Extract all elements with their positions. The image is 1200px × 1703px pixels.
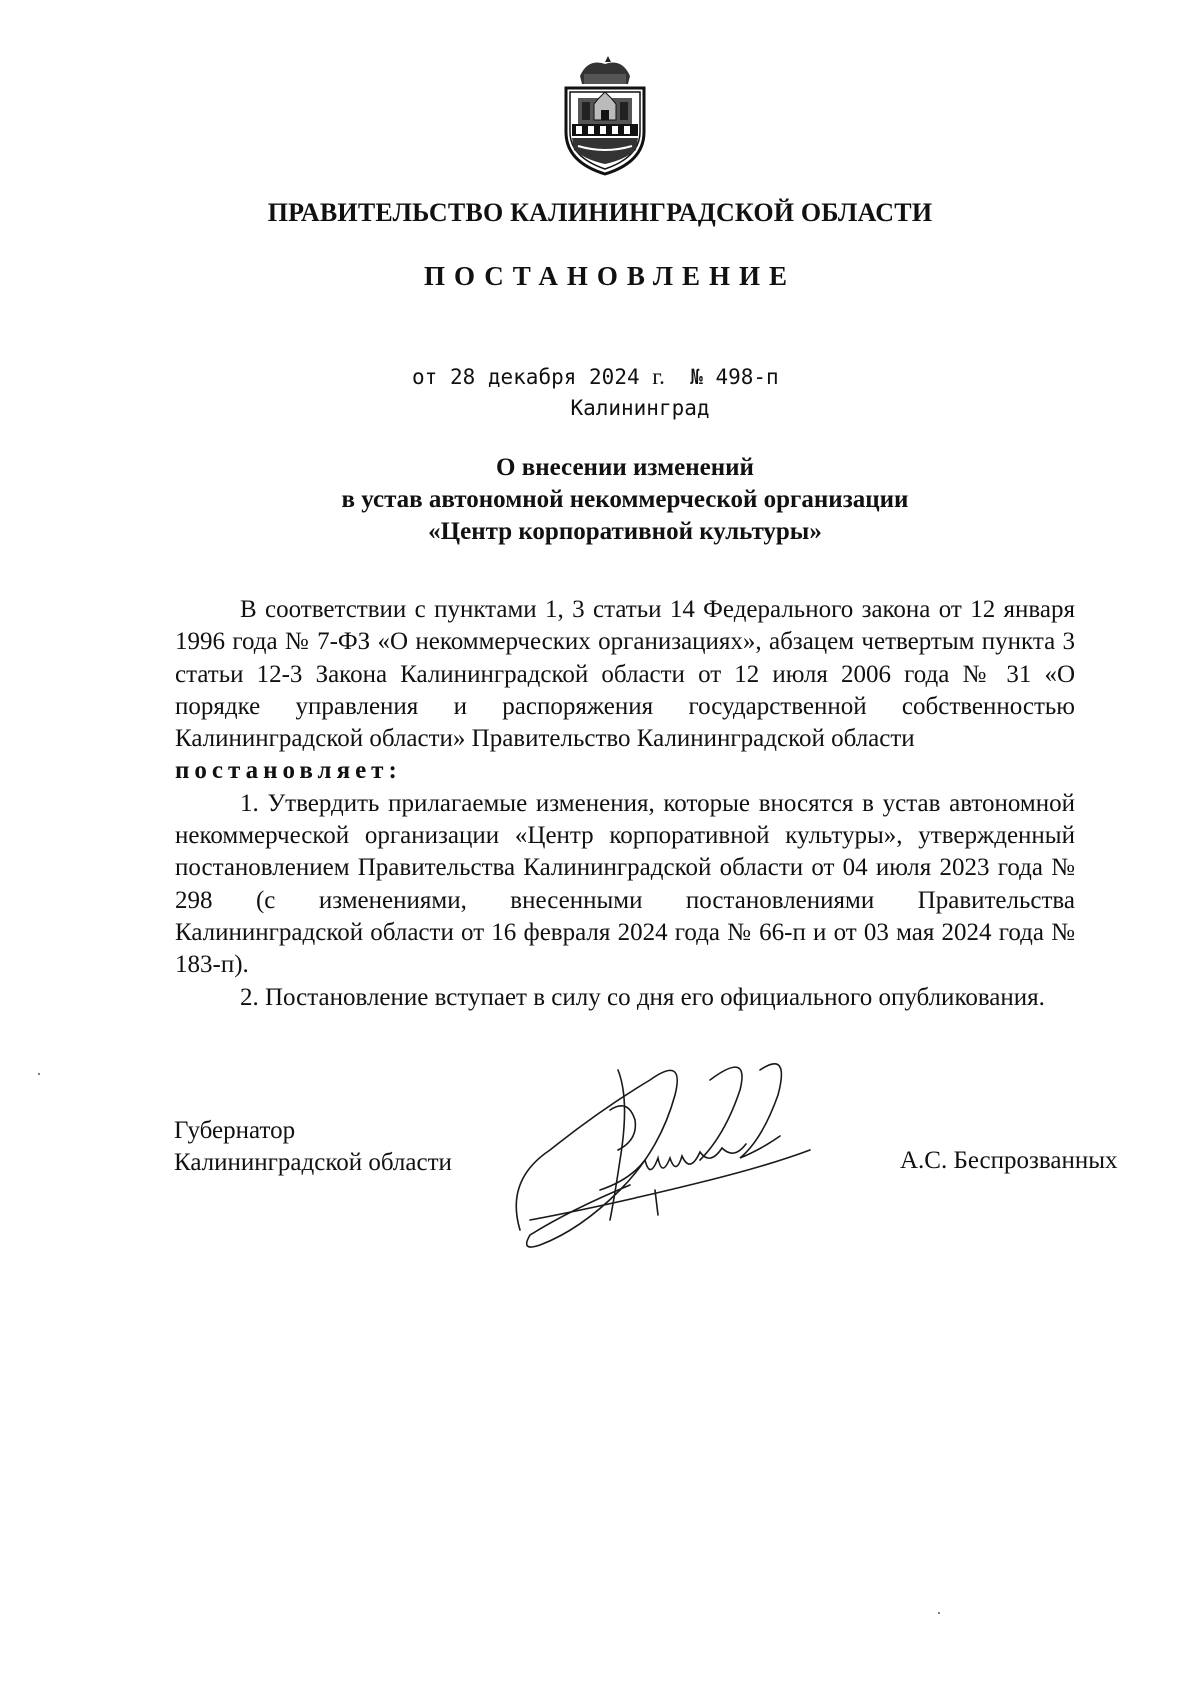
coat-of-arms-emblem bbox=[558, 54, 652, 176]
signatory-title bbox=[174, 1115, 452, 1179]
item-paragraph-2: 2. Постановление вступает в силу со дня его официального опубликования. bbox=[240, 983, 1045, 1011]
signatory-name: А.С. Беспрозванных bbox=[900, 1147, 1118, 1174]
document-date-line bbox=[412, 364, 892, 390]
signatory-title-line: Губернатор bbox=[174, 1117, 296, 1144]
document-city: Калининград bbox=[570, 396, 710, 420]
subject-line: «Центр корпоративной культуры» bbox=[428, 518, 822, 545]
scan-speck bbox=[938, 1612, 940, 1614]
decree-word-paragraph bbox=[175, 755, 1075, 787]
scan-speck bbox=[38, 1073, 40, 1075]
subject-line: в устав автономной некоммерческой организации bbox=[341, 486, 909, 513]
document-subject bbox=[0, 452, 1200, 548]
subject-line: О внесении изменений bbox=[496, 454, 754, 481]
document-date: 28 декабря 2024 bbox=[449, 365, 640, 389]
date-prefix: от bbox=[412, 365, 438, 389]
signatory-title-line: Калининградской области bbox=[174, 1149, 452, 1176]
document-type: ПОСТАНОВЛЕНИЕ bbox=[423, 261, 797, 291]
decree-word: постановляет: bbox=[175, 757, 402, 785]
document-number: № 498-п bbox=[690, 365, 779, 389]
year-suffix: г. bbox=[652, 364, 665, 389]
preamble-paragraph: В соответствии с пунктами 1, 3 статьи 14 Федерального закона от 12 января 1996 года № 7-ФЗ «О некоммерческих организациях», абзацем четвертым пункта 3 статьи 12-3 Закона Калининградской области от 12 июля 2006 года № 31 «О порядке управления и распоряжения государственной собственностью Калининградской области» Правительство Калининградской области bbox=[175, 596, 1075, 753]
item-paragraph-1: 1. Утвердить прилагаемые изменения, которые вносятся в устав автономной некоммерческой организации «Центр корпоративной культуры», утвержденный постановлением Правительства Калининградской области от 04 июля 2023 года № 298 (с изменениями, внесенными постановлениями Правительства Калининградской области от 16 февраля 2024 года № 66-п и от 03 мая 2024 года № 183-п). bbox=[175, 789, 1075, 979]
handwritten-signature bbox=[510, 1040, 830, 1270]
organization-name: ПРАВИТЕЛЬСТВО КАЛИНИНГРАДСКОЙ ОБЛАСТИ bbox=[267, 198, 933, 227]
document-body bbox=[175, 594, 1075, 1014]
